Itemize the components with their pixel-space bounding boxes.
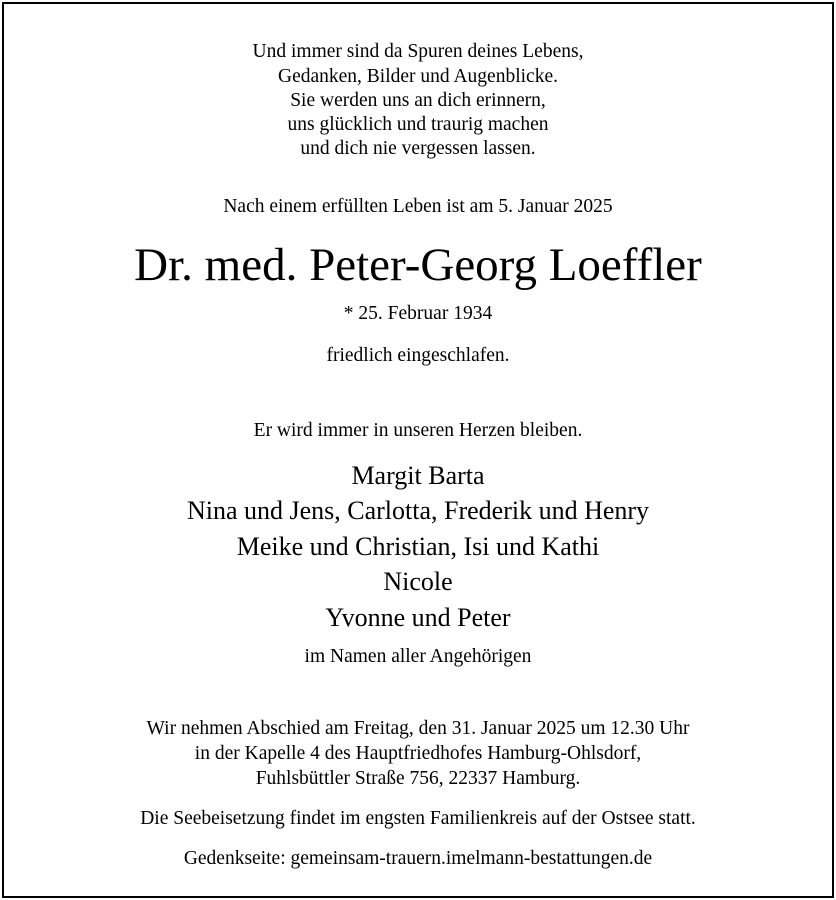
remembrance-line: Er wird immer in unseren Herzen bleiben. [253, 420, 583, 441]
intro-line: Nach einem erfüllten Leben ist am 5. Januar 2025 [223, 196, 613, 217]
mourner-line: Nina und Jens, Carlotta, Frederik und Henry [186, 496, 650, 525]
poem-line: uns glücklich und traurig machen [287, 114, 549, 135]
passed-line: friedlich eingeschlafen. [326, 345, 510, 366]
on-behalf-line: im Namen aller Angehörigen [304, 646, 532, 667]
mourner-line: Yvonne und Peter [325, 603, 511, 632]
mourner-line: Nicole [383, 567, 453, 596]
deceased-name: Dr. med. Peter-Georg Loeffler [134, 239, 702, 291]
poem-line: Sie werden uns an dich erinnern, [290, 90, 546, 111]
mourner-line: Margit Barta [351, 461, 485, 490]
mourner-line: Meike und Christian, Isi und Kathi [236, 532, 600, 561]
poem-line: Gedanken, Bilder und Augenblicke. [278, 66, 558, 87]
sea-burial-line: Die Seebeisetzung findet im engsten Familienkreis auf der Ostsee statt. [140, 808, 696, 829]
memorial-page-link: Gedenkseite: gemeinsam-trauern.imelmann-bestattungen.de [183, 848, 653, 869]
funeral-line: Fuhlsbüttler Straße 756, 22337 Hamburg. [255, 768, 581, 789]
funeral-line: in der Kapelle 4 des Hauptfriedhofes Hamburg-Ohlsdorf, [194, 743, 642, 764]
funeral-line: Wir nehmen Abschied am Freitag, den 31. Januar 2025 um 12.30 Uhr [146, 718, 690, 739]
obituary-notice [2, 2, 834, 898]
poem-line: Und immer sind da Spuren deines Lebens, [252, 41, 584, 62]
birth-date: * 25. Februar 1934 [343, 303, 493, 324]
poem-line: und dich nie vergessen lassen. [300, 138, 536, 159]
